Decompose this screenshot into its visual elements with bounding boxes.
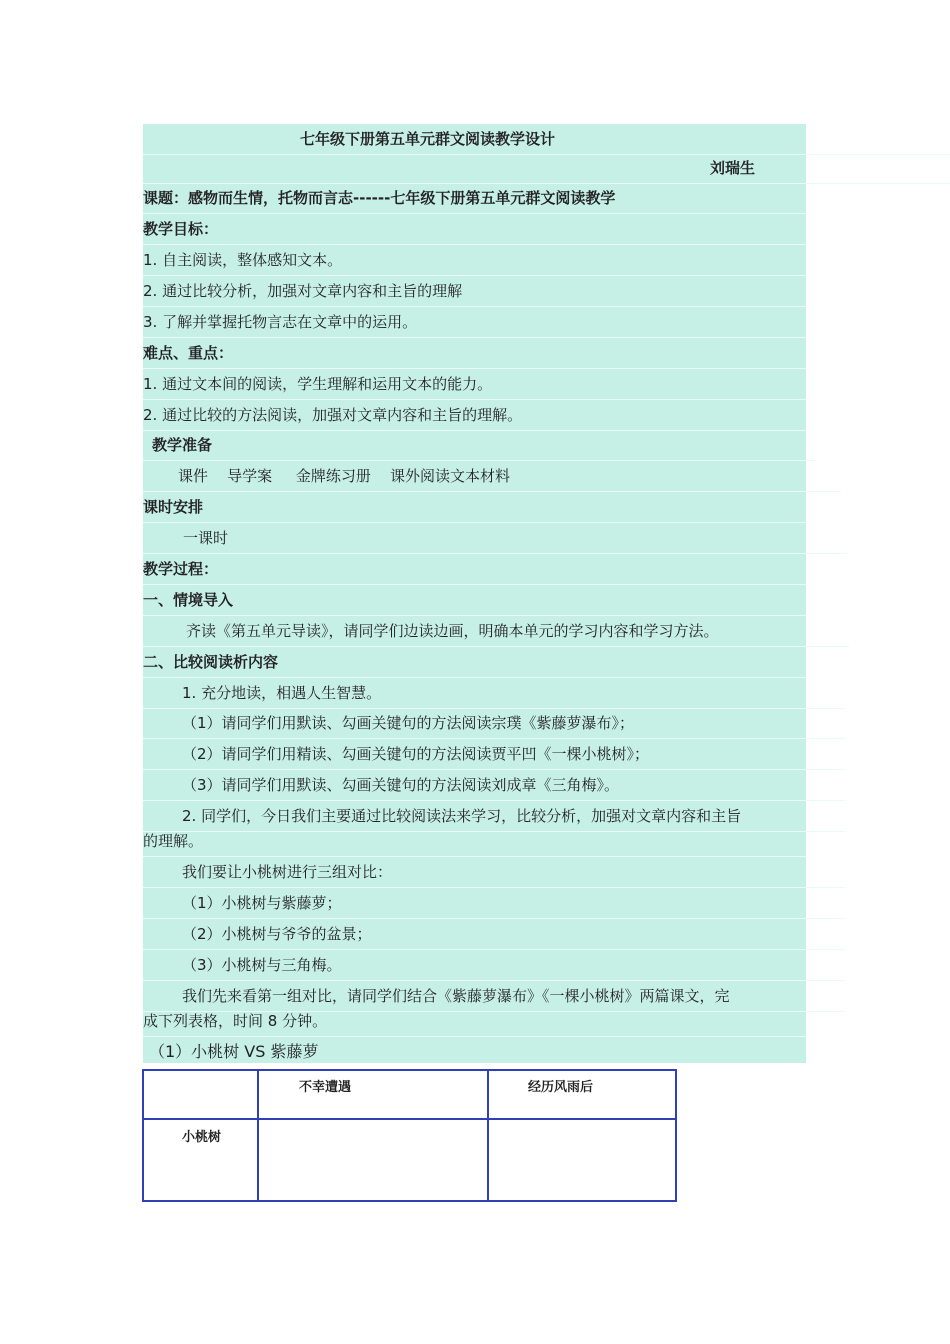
section-2-item-2-line-2: 的理解。 — [143, 826, 806, 857]
section-1-text: 齐读《第五单元导读》，请同学们边读边画，明确本单元的学习内容和学习方法。 — [143, 616, 849, 647]
schedule-heading: 课时安排 — [143, 492, 806, 523]
table-cell-blank-1 — [261, 1122, 485, 1200]
prep-heading: 教学准备 — [143, 430, 815, 461]
task-line-2: 成下列表格，时间 8 分钟。 — [143, 1006, 806, 1037]
key-2: 2. 通过比较的方法阅读，加强对文章内容和主旨的理解。 — [143, 400, 806, 431]
table-divider-2 — [487, 1071, 489, 1200]
prep-items: 课件 导学案 金牌练习册 课外阅读文本材料 — [143, 461, 841, 492]
compare-1: （1）小桃树与紫藤萝； — [143, 888, 845, 919]
section-2-heading: 二、比较阅读析内容 — [143, 647, 806, 678]
section-2-sub-2: （2）请同学们用精读、勾画关键句的方法阅读贾平凹《一棵小桃树》； — [143, 739, 845, 770]
compare-intro: 我们要让小桃树进行三组对比： — [143, 857, 845, 888]
goals-heading: 教学目标： — [143, 214, 806, 245]
goal-2: 2. 通过比较分析，加强对文章内容和主旨的理解 — [143, 276, 806, 307]
goal-3: 3. 了解并掌握托物言志在文章中的运用。 — [143, 307, 806, 338]
doc-topic: 课题：感物而生情，托物而言志------七年级下册第五单元群文阅读教学 — [143, 183, 806, 214]
compare-2: （2）小桃树与爷爷的盆景； — [143, 919, 845, 950]
comparison-table — [142, 1069, 677, 1202]
section-1-heading: 一、情境导入 — [143, 585, 806, 616]
table-caption: （1）小桃树 VS 紫藤萝 — [149, 1042, 319, 1061]
schedule-value: 一课时 — [143, 523, 846, 554]
section-2-item-2-line-1: 2. 同学们，今日我们主要通过比较阅读法来学习，比较分析，加强对文章内容和主旨 — [143, 801, 845, 832]
table-header-col2: 经历风雨后 — [528, 1080, 594, 1095]
doc-author: 刘瑞生 — [143, 153, 950, 184]
table-divider-1 — [257, 1071, 259, 1200]
task-line-1: 我们先来看第一组对比，请同学们结合《紫藤萝瀑布》《一棵小桃树》两篇课文，完 — [143, 981, 845, 1012]
table-row-divider — [144, 1118, 675, 1120]
table-cell-blank-2 — [491, 1122, 675, 1200]
section-2-sub-3: （3）请同学们用默读、勾画关键句的方法阅读刘成章《三角梅》。 — [143, 770, 845, 801]
section-2-sub-1: （1）请同学们用默读、勾画关键句的方法阅读宗璞《紫藤萝瀑布》； — [143, 708, 845, 739]
key-heading: 难点、重点： — [143, 338, 806, 369]
table-row-label: 小桃树 — [182, 1130, 222, 1145]
process-heading: 教学过程： — [143, 554, 806, 585]
goal-1: 1. 自主阅读，整体感知文本。 — [143, 245, 806, 276]
section-2-item-1: 1. 充分地读，相遇人生智慧。 — [143, 678, 845, 709]
doc-title: 七年级下册第五单元群文阅读教学设计 — [143, 124, 950, 155]
table-header-col1: 不幸遭遇 — [299, 1080, 352, 1095]
key-1: 1. 通过文本间的阅读，学生理解和运用文本的能力。 — [143, 369, 806, 400]
lesson-plan-block — [143, 124, 806, 1063]
compare-3: （3）小桃树与三角梅。 — [143, 950, 845, 981]
